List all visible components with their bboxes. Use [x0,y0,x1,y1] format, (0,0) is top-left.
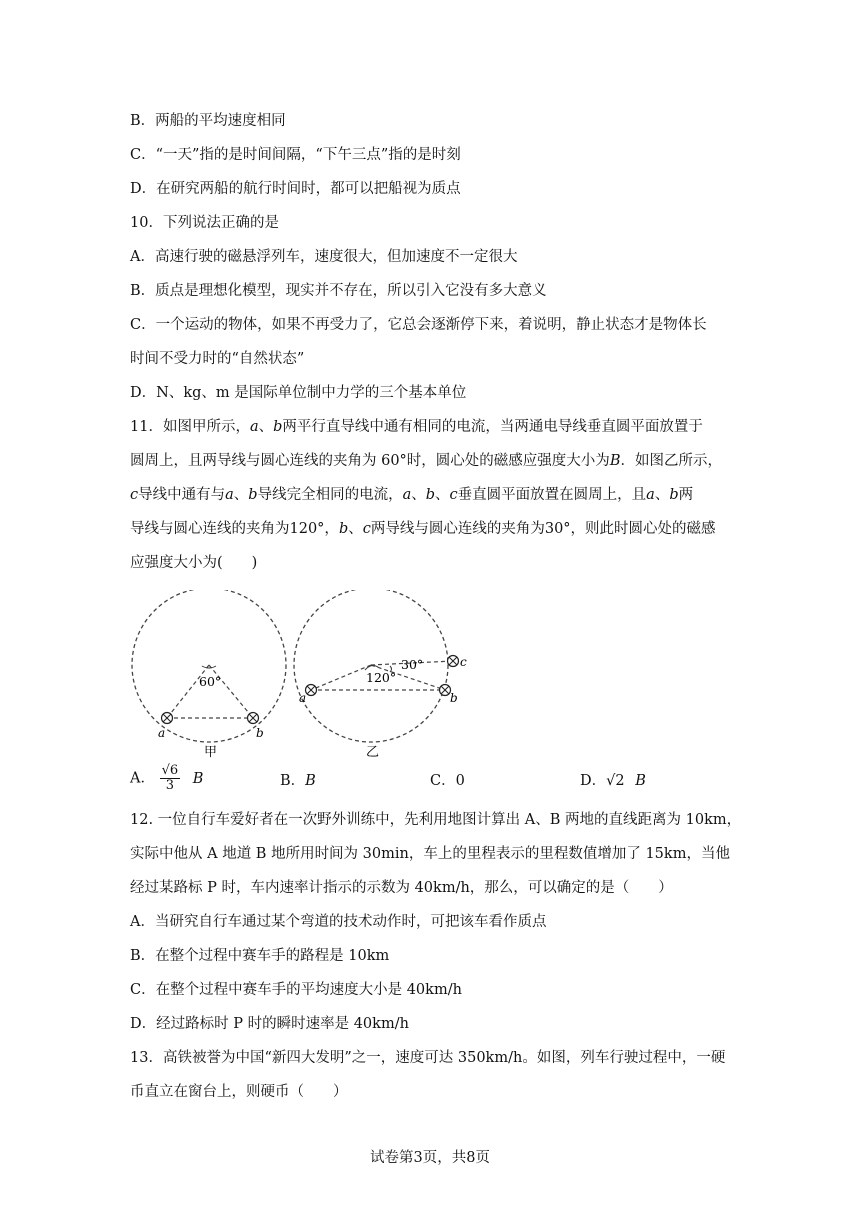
q11-stem-line5: 应强度大小为( ) [130,555,258,571]
radius-a-jia [167,665,209,718]
figure-yi [294,590,467,760]
q11-stem-line4: 导线与圆心连线的夹角为120°，b、c两导线与圆心连线的夹角为30°，则此时圆心处的磁感 [130,521,716,537]
q12-option-c: C．在整个过程中赛车手的平均速度大小是 40km/h [130,982,462,998]
q9-option-b: B．两船的平均速度相同 [130,113,286,129]
q11-figure [120,590,480,770]
q13-stem-line2: 币直立在窗台上，则硬币（ ） [130,1084,348,1100]
q10-option-d: D．N、kg、m 是国际单位制中力学的三个基本单位 [130,385,467,401]
wire-c-yi [448,656,459,667]
radius-a-yi [311,665,371,690]
q10-option-b: B．质点是理想化模型，现实并不存在，所以引入它没有多大意义 [130,283,547,299]
caption-yi: 乙 [366,745,380,760]
q12-option-b: B．在整个过程中赛车手的路程是 10km [130,948,390,964]
angle-arc-60 [202,666,216,668]
q12-option-d: D．经过路标时 P 时的瞬时速率是 40km/h [130,1016,409,1032]
q12-option-a: A．当研究自行车通过某个弯道的技术动作时，可把该车看作质点 [130,914,547,930]
figure-jia [132,590,286,760]
q9-option-c: C．“一天”指的是时间间隔，“下午三点”指的是时刻 [130,147,461,163]
caption-jia: 甲 [204,745,218,760]
q12-stem-line3: 经过某路标 P 时，车内速率计指示的示数为 40km/h，那么，可以确定的是（ ） [130,880,673,896]
q10-stem: 10．下列说法正确的是 [130,215,279,231]
q11-option-a: A． $\frac{√6}{3}$ B [130,763,204,793]
q11-stem-line3: c导线中通有与a、b导线完全相同的电流，a、b、c垂直圆平面放置在圆周上，且a、b两 [130,487,694,503]
q11-option-b: B．B [280,773,316,789]
label-b-yi: b [450,691,458,705]
q13-stem-line1: 13．高铁被誉为中国“新四大发明”之一，速度可达 350km/h。如图，列车行驶过程中，一硬 [130,1050,726,1066]
q10-option-c-line1: C．一个运动的物体，如果不再受力了，它总会逐渐停下来，着说明，静止状态才是物体长 [130,317,707,333]
angle-label-120: 120° [366,670,397,685]
wire-b-yi [440,685,451,696]
q12-stem-line1: 12. 一位自行车爱好者在一次野外训练中，先利用地图计算出 A、B 两地的直线距离为 10km， [130,812,742,828]
angle-label-60: 60° [199,674,222,689]
q9-option-d: D．在研究两船的航行时间时，都可以把船视为质点 [130,181,461,197]
q10-option-c-line2: 时间不受力时的“自然状态” [130,351,305,367]
q11-stem-line2: 圆周上，且两导线与圆心连线的夹角为 60°时，圆心处的磁感应强度大小为B．如图乙所示， [130,453,722,469]
wire-b-jia [248,713,259,724]
q11-option-d: D．√2 B [580,773,646,789]
q11-option-c: C．0 [430,773,465,789]
angle-label-30: 30° [401,657,424,672]
page-footer: 试卷第3页，共8页 [370,1150,490,1166]
label-c-yi: c [460,655,467,669]
q12-stem-line2: 实际中他从 A 地道 B 地所用时间为 30min，车上的里程表示的里程数值增加了 15km，当他 [130,846,730,862]
q11-stem-line1: 11．如图甲所示，a、b两平行直导线中通有相同的电流，当两通电导线垂直圆平面放置于 [130,419,703,435]
wire-a-yi [306,685,317,696]
circle-jia [132,590,286,742]
q10-option-a: A．高速行驶的磁悬浮列车，速度很大，但加速度不一定很大 [130,249,518,265]
wire-a-jia [162,713,173,724]
fraction-sqrt6-over-3: $\frac{√6}{3}$ [161,763,179,793]
label-b-jia: b [256,726,264,740]
label-a-yi: a [299,691,307,705]
label-a-jia: a [158,726,166,740]
radius-b-jia [209,665,253,718]
